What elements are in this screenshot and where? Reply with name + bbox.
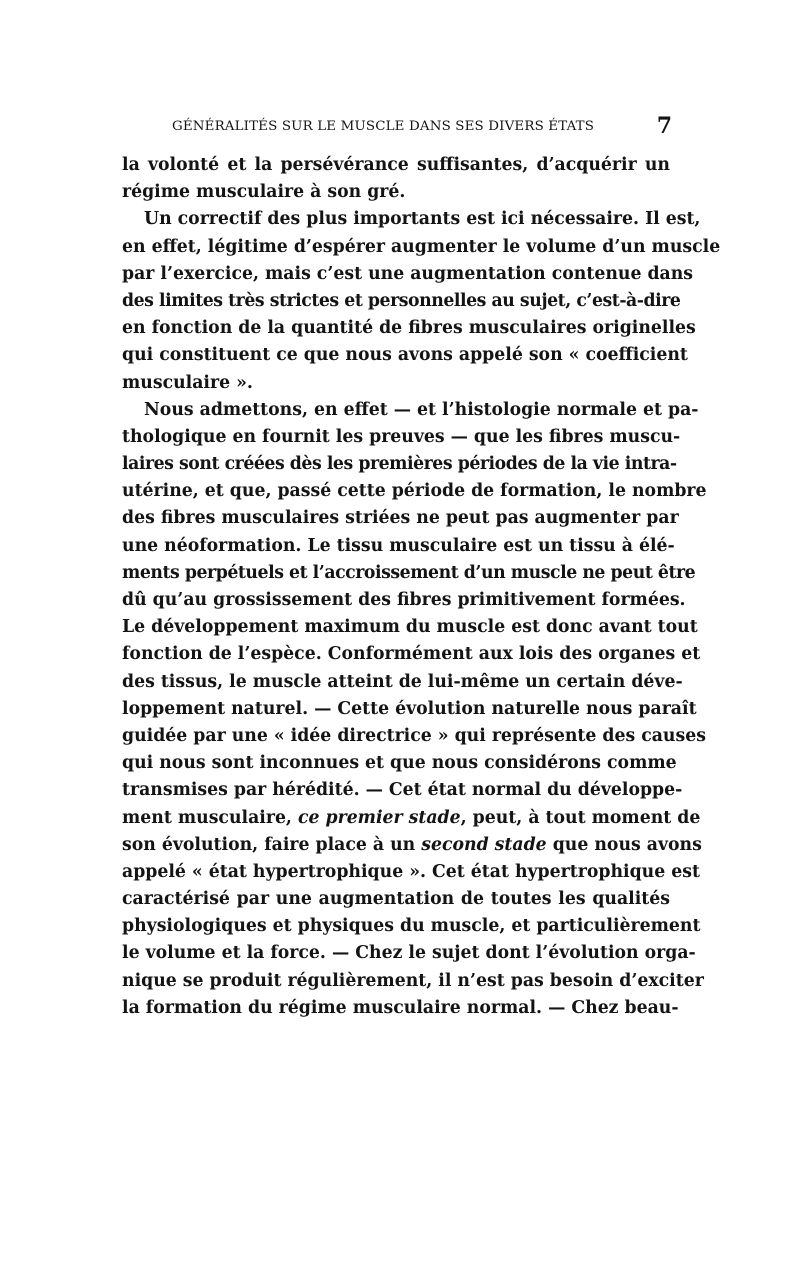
text-line: la formation du régime musculaire normal. — Chez beau- bbox=[122, 997, 679, 1018]
text-line: qui constituent ce que nous avons appelé son « coefficient bbox=[122, 345, 688, 366]
page-header bbox=[172, 113, 672, 141]
text-line: musculaire ». bbox=[122, 372, 253, 393]
text-line: loppement naturel. — Cette évolution naturelle nous paraît bbox=[122, 698, 697, 719]
text-line: qui nous sont inconnues et que nous considérons comme bbox=[122, 753, 677, 774]
text-line: Le développement maximum du muscle est donc avant tout bbox=[122, 617, 698, 638]
text-line: ments perpétuels et l’accroissement d’un muscle ne peut être bbox=[122, 562, 696, 583]
text-line: appelé « état hypertrophique ». Cet état hypertrophique est bbox=[122, 861, 700, 882]
text-line: utérine, et que, passé cette période de formation, le nombre bbox=[122, 481, 707, 502]
page-number: 7 bbox=[656, 113, 672, 139]
text-segment: , peut, à tout moment de bbox=[460, 807, 701, 828]
text-line: des fibres musculaires striées ne peut pas augmenter par bbox=[122, 508, 679, 529]
text-line: fonction de l’espèce. Conformément aux lois des organes et bbox=[122, 644, 701, 665]
text-line: la volonté et la persévérance suffisantes, d’acquérir un bbox=[122, 155, 670, 175]
text-segment: que nous avons bbox=[546, 834, 702, 855]
text-line: des limites très strictes et personnelles au sujet, c’est-à-dire bbox=[122, 290, 681, 311]
text-line: régime musculaire à son gré. bbox=[122, 182, 406, 203]
text-segment: ment musculaire, bbox=[122, 807, 298, 828]
text-line: thologique en fournit les preuves — que les fibres muscu- bbox=[122, 426, 681, 447]
paragraph-start-line: Nous admettons, en effet — et l’histologie normale et pa- bbox=[144, 399, 699, 420]
body-text bbox=[122, 152, 721, 1022]
text-line: nique se produit régulièrement, il n’est pas besoin d’exciter bbox=[122, 970, 704, 991]
paragraph-start-line: Un correctif des plus importants est ici nécessaire. Il est, bbox=[144, 209, 701, 230]
text-line: le volume et la force. — Chez le sujet dont l’évolution orga- bbox=[122, 943, 696, 964]
running-title: GÉNÉRALITÉS SUR LE MUSCLE DANS SES DIVERS ÉTATS bbox=[172, 119, 595, 134]
italic-emphasis: second stade bbox=[421, 834, 547, 855]
text-line: caractérisé par une augmentation de toutes les qualités bbox=[122, 889, 670, 910]
text-segment: son évolution, faire place à un bbox=[122, 834, 422, 855]
text-line: physiologiques et physiques du muscle, et particulièrement bbox=[122, 916, 701, 937]
italic-emphasis: ce premier stade bbox=[297, 807, 461, 828]
text-line: par l’exercice, mais c’est une augmentation contenue dans bbox=[122, 263, 694, 284]
text-line: transmises par hérédité. — Cet état normal du développe- bbox=[122, 780, 683, 801]
text-line: une néoformation. Le tissu musculaire est un tissu à élé- bbox=[122, 535, 675, 556]
text-line: dû qu’au grossissement des fibres primitivement formées. bbox=[122, 590, 686, 610]
text-line-with-emphasis bbox=[122, 805, 701, 832]
text-line: en effet, légitime d’espérer augmenter le volume d’un muscle bbox=[122, 236, 721, 257]
text-line: guidée par une « idée directrice » qui représente des causes bbox=[122, 725, 706, 746]
text-line: des tissus, le muscle atteint de lui-même un certain déve- bbox=[122, 671, 683, 692]
text-line-with-emphasis bbox=[122, 832, 702, 859]
text-line: en fonction de la quantité de fibres musculaires originelles bbox=[122, 318, 696, 339]
text-line: laires sont créées dès les premières périodes de la vie intra- bbox=[122, 454, 677, 475]
